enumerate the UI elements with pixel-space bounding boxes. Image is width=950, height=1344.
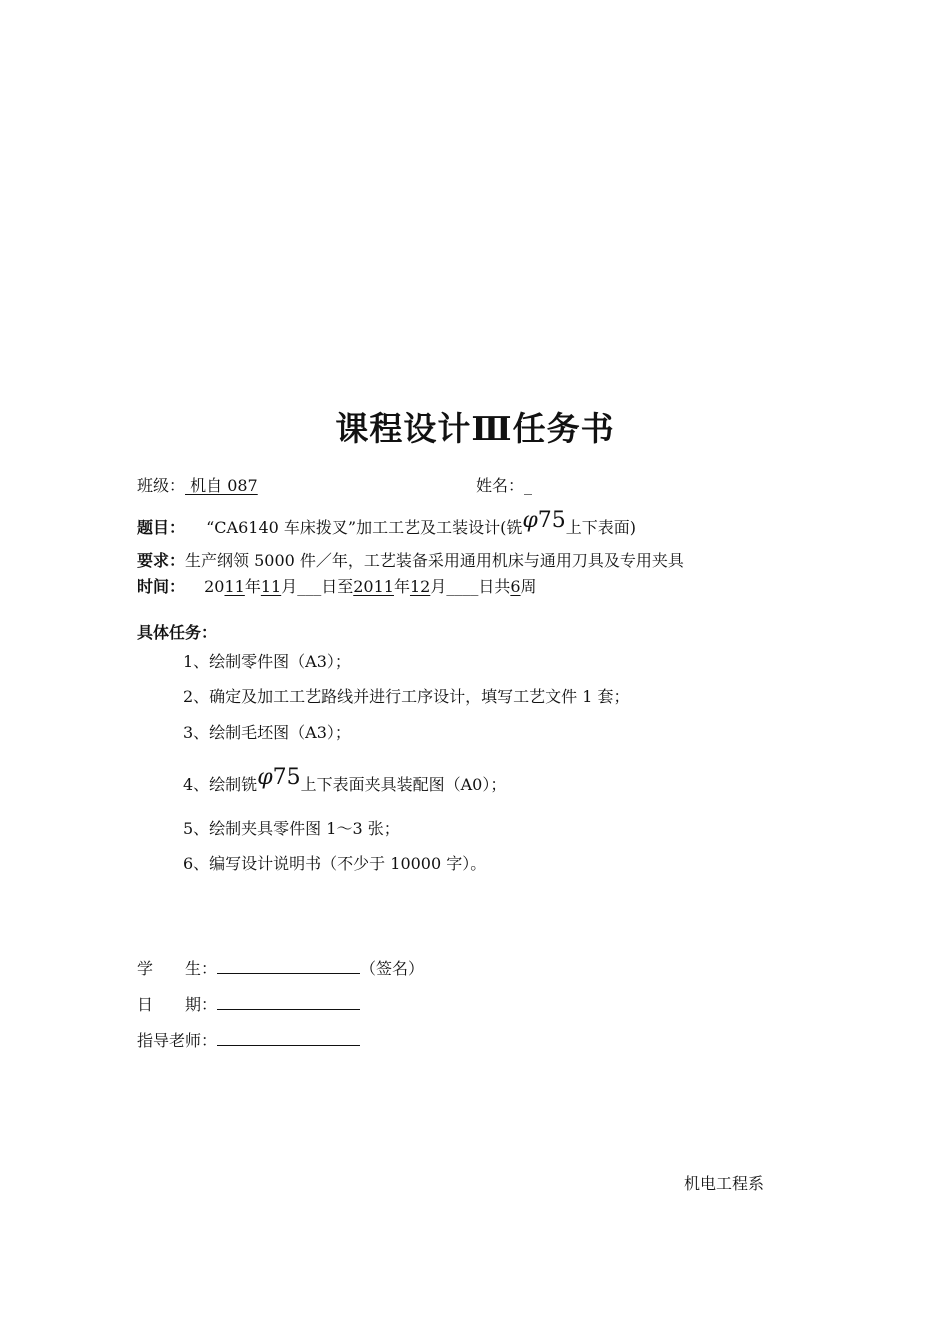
topic-row bbox=[137, 508, 636, 539]
advisor-label: 指导老师： bbox=[137, 1031, 218, 1050]
time-part: ____ bbox=[446, 577, 479, 596]
topic-text-before: “CA6140 车床拨叉”加工工艺及工装设计(铣 bbox=[206, 518, 523, 537]
task-item: 5、绘制夹具零件图 1～3 张； bbox=[183, 819, 400, 838]
phi-number: 75 bbox=[272, 765, 301, 790]
department-name: 机电工程系 bbox=[684, 1174, 765, 1193]
time-part: 日共 bbox=[478, 577, 511, 596]
time-part: 11 bbox=[224, 577, 245, 596]
time-part: 日至 bbox=[321, 577, 354, 596]
requirement-text: 生产纲领 5000 件／年，工艺装备采用通用机床与通用刀具及专用夹具 bbox=[185, 551, 684, 570]
phi-symbol: φ bbox=[257, 765, 273, 790]
advisor-row bbox=[137, 1030, 360, 1052]
time-row bbox=[137, 576, 537, 598]
time-label: 时间： bbox=[137, 577, 186, 596]
time-part: 年 bbox=[393, 577, 410, 596]
topic-label: 题目： bbox=[137, 518, 186, 537]
name-value: _ bbox=[524, 476, 533, 495]
topic-text-after: 上下表面) bbox=[565, 518, 636, 537]
requirement-label: 要求： bbox=[137, 551, 186, 570]
time-part: 11 bbox=[260, 577, 282, 596]
class-row bbox=[137, 475, 258, 497]
task-text-after: 上下表面夹具装配图（A0）； bbox=[300, 775, 507, 794]
task-item: 3、绘制毛坯图（A3）； bbox=[183, 723, 351, 742]
student-label: 学 生： bbox=[137, 959, 218, 978]
time-part: 12 bbox=[409, 577, 431, 596]
time-part: 6 bbox=[510, 577, 521, 596]
student-signature-blank bbox=[217, 959, 360, 974]
time-part: 月 bbox=[281, 577, 298, 596]
date-blank bbox=[217, 995, 360, 1010]
name-label: 姓名： bbox=[476, 476, 525, 495]
class-value: 机自 087 bbox=[185, 476, 258, 495]
time-part: 月 bbox=[430, 577, 447, 596]
phi-number: 75 bbox=[537, 508, 566, 533]
task-item bbox=[183, 765, 507, 796]
time-part: ___ bbox=[297, 577, 322, 596]
advisor-blank bbox=[217, 1031, 360, 1046]
tasks-heading: 具体任务： bbox=[137, 623, 218, 642]
task-item: 1、绘制零件图（A3）； bbox=[183, 652, 351, 671]
requirement-row bbox=[137, 550, 684, 572]
task-item: 2、确定及加工工艺路线并进行工序设计，填写工艺文件 1 套； bbox=[183, 687, 630, 706]
name-row bbox=[476, 475, 532, 497]
page-title: 课程设计Ⅲ任务书 bbox=[335, 409, 615, 448]
time-part: 2011 bbox=[353, 577, 394, 596]
student-signature-row bbox=[137, 958, 424, 980]
task-item: 6、编写设计说明书（不少于 10000 字）。 bbox=[183, 854, 487, 873]
time-part: 周 bbox=[520, 577, 537, 596]
phi-symbol: φ bbox=[522, 508, 538, 533]
time-part: 20 bbox=[204, 577, 225, 596]
task-text-before: 4、绘制铣 bbox=[183, 775, 258, 794]
time-part: 年 bbox=[244, 577, 261, 596]
date-label: 日 期： bbox=[137, 995, 218, 1014]
date-row bbox=[137, 994, 360, 1016]
signature-note: （签名） bbox=[360, 959, 425, 978]
class-label: 班级： bbox=[137, 476, 186, 495]
